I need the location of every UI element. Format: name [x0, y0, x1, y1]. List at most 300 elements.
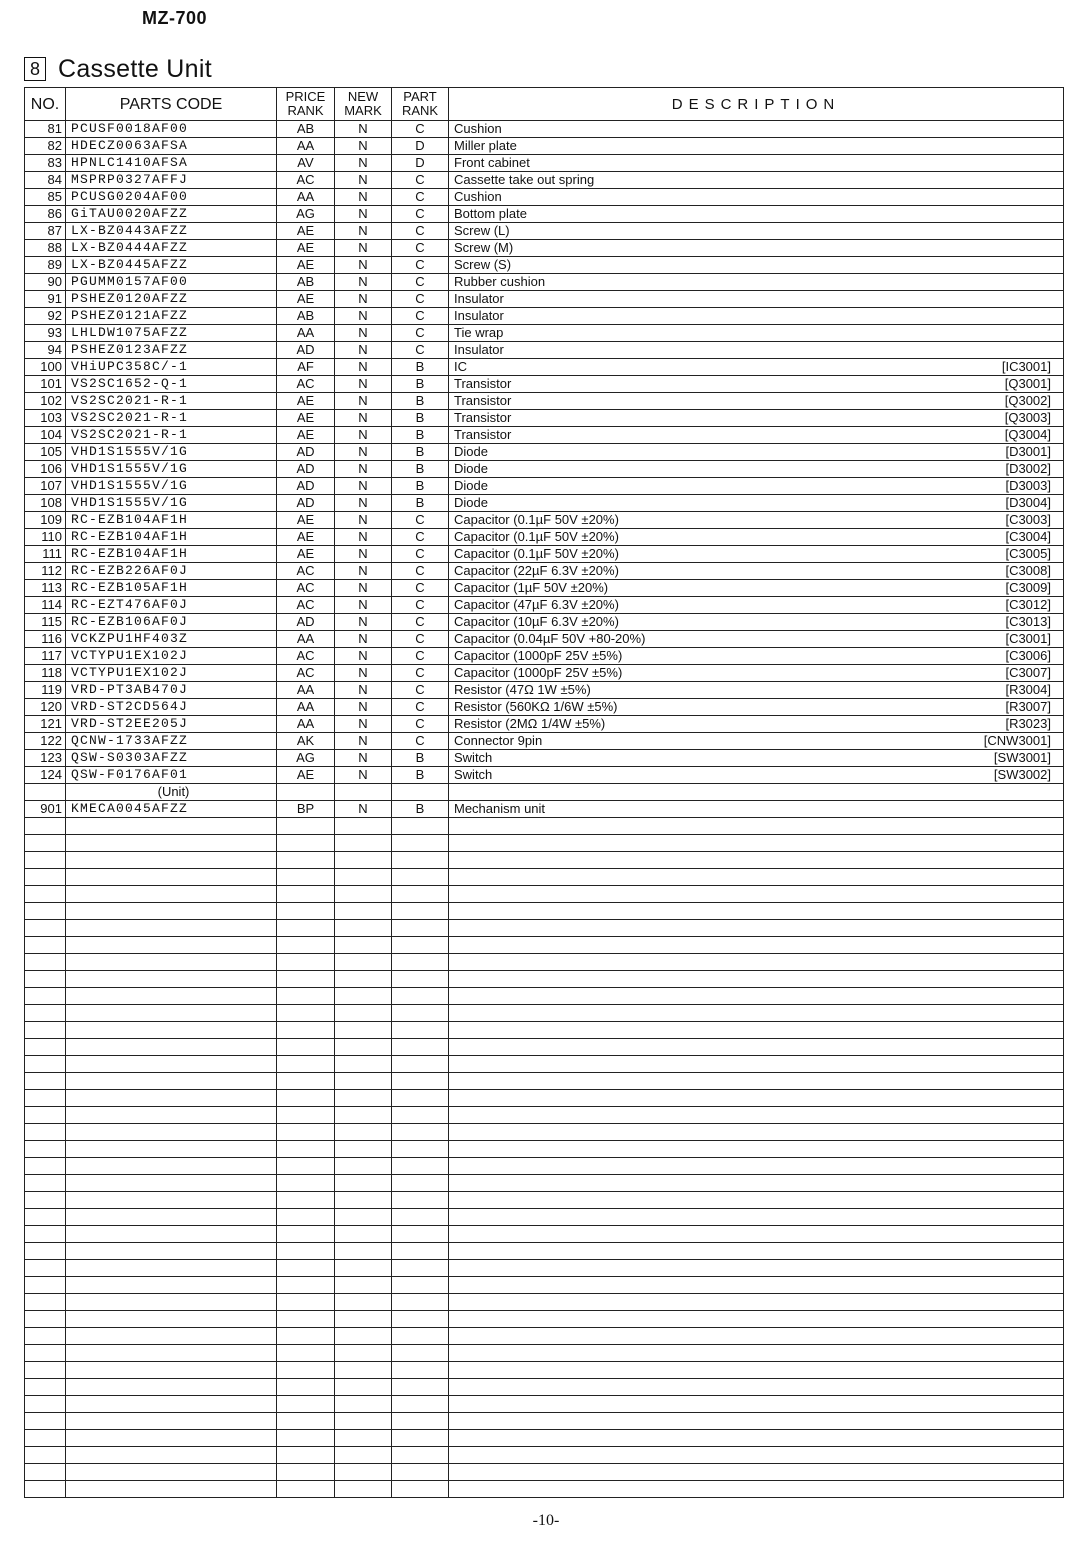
- reference-designator: [IC3001]: [1001, 359, 1051, 374]
- price-rank: AA: [277, 716, 335, 733]
- empty-cell: [449, 1022, 1064, 1039]
- part-rank: D: [392, 138, 449, 155]
- empty-cell: [392, 1158, 449, 1175]
- empty-cell: [277, 1294, 335, 1311]
- empty-cell: [335, 1107, 392, 1124]
- part-rank: C: [392, 325, 449, 342]
- empty-row: [25, 937, 1064, 954]
- table-row: [25, 682, 1064, 699]
- description-text: Front cabinet: [454, 155, 530, 170]
- parts-code: MSPRP0327AFFJ: [66, 172, 277, 189]
- description: [449, 121, 1064, 138]
- empty-row: [25, 1158, 1064, 1175]
- empty-row: [25, 1447, 1064, 1464]
- empty-cell: [449, 1073, 1064, 1090]
- part-rank: C: [392, 257, 449, 274]
- reference-designator: [C3005]: [1005, 546, 1051, 561]
- part-rank: C: [392, 614, 449, 631]
- empty-cell: [449, 1226, 1064, 1243]
- new-mark: N: [335, 444, 392, 461]
- parts-code: PGUMM0157AF00: [66, 274, 277, 291]
- empty-cell: [66, 1175, 277, 1192]
- empty-cell: [449, 852, 1064, 869]
- empty-cell: [335, 1464, 392, 1481]
- description: [449, 359, 1064, 376]
- empty-row: [25, 971, 1064, 988]
- new-mark: N: [335, 648, 392, 665]
- description: [449, 699, 1064, 716]
- description-text: Capacitor (0.1µF 50V ±20%): [454, 546, 619, 561]
- parts-code: VHD1S1555V/1G: [66, 461, 277, 478]
- description-text: Insulator: [454, 342, 504, 357]
- empty-cell: [392, 1175, 449, 1192]
- empty-cell: [66, 1056, 277, 1073]
- description-text: Capacitor (0.1µF 50V ±20%): [454, 512, 619, 527]
- empty-cell: [66, 1362, 277, 1379]
- price-rank: AC: [277, 580, 335, 597]
- part-rank: B: [392, 393, 449, 410]
- empty-cell: [66, 903, 277, 920]
- reference-designator: [C3013]: [1005, 614, 1051, 629]
- reference-designator: [C3003]: [1005, 512, 1051, 527]
- empty-cell: [66, 852, 277, 869]
- empty-cell: [449, 1413, 1064, 1430]
- part-rank: C: [392, 682, 449, 699]
- empty-cell: [66, 1158, 277, 1175]
- empty-cell: [25, 1175, 66, 1192]
- empty-cell: [449, 1447, 1064, 1464]
- row-number: 105: [25, 444, 66, 461]
- reference-designator: [R3007]: [1005, 699, 1051, 714]
- empty-cell: [25, 1413, 66, 1430]
- header-new-mark: NEW MARK: [335, 88, 392, 121]
- empty-cell: [449, 1430, 1064, 1447]
- row-number: 86: [25, 206, 66, 223]
- empty-cell: [449, 1396, 1064, 1413]
- parts-code: KMECA0045AFZZ: [66, 801, 277, 818]
- empty-cell: [392, 1345, 449, 1362]
- empty-cell: [25, 1039, 66, 1056]
- empty-cell: [25, 971, 66, 988]
- new-mark: N: [335, 240, 392, 257]
- table-row: [25, 393, 1064, 410]
- empty-row: [25, 1056, 1064, 1073]
- empty-cell: [277, 1260, 335, 1277]
- empty-cell: [66, 1464, 277, 1481]
- parts-code: GiTAU0020AFZZ: [66, 206, 277, 223]
- description-text: Cushion: [454, 121, 502, 136]
- description-text: Tie wrap: [454, 325, 504, 340]
- empty-cell: [277, 988, 335, 1005]
- empty-cell: [392, 1430, 449, 1447]
- table-row: [25, 189, 1064, 206]
- header-description: DESCRIPTION: [449, 88, 1064, 121]
- empty-cell: [335, 869, 392, 886]
- part-rank: D: [392, 155, 449, 172]
- price-rank: BP: [277, 801, 335, 818]
- description-text: Screw (L): [454, 223, 510, 238]
- table-row: [25, 801, 1064, 818]
- empty-cell: [392, 886, 449, 903]
- empty-cell: [66, 1107, 277, 1124]
- price-rank: AC: [277, 563, 335, 580]
- row-number: 124: [25, 767, 66, 784]
- description: [449, 733, 1064, 750]
- table-row: [25, 410, 1064, 427]
- empty-cell: [449, 1107, 1064, 1124]
- empty-cell: [66, 1073, 277, 1090]
- reference-designator: [D3004]: [1005, 495, 1051, 510]
- description-text: Transistor: [454, 410, 512, 425]
- description: [449, 614, 1064, 631]
- empty-cell: [25, 1396, 66, 1413]
- description: [449, 376, 1064, 393]
- empty-cell: [277, 1396, 335, 1413]
- empty-cell: [449, 1328, 1064, 1345]
- parts-code: RC-EZB104AF1H: [66, 529, 277, 546]
- row-number: 116: [25, 631, 66, 648]
- new-mark: N: [335, 138, 392, 155]
- empty-cell: [449, 1379, 1064, 1396]
- empty-row: [25, 852, 1064, 869]
- part-rank: B: [392, 444, 449, 461]
- table-row: [25, 376, 1064, 393]
- price-rank: AE: [277, 410, 335, 427]
- empty-cell: [335, 1413, 392, 1430]
- description: [449, 631, 1064, 648]
- parts-code: RC-EZB226AF0J: [66, 563, 277, 580]
- parts-code: VCTYPU1EX102J: [66, 665, 277, 682]
- description: [449, 410, 1064, 427]
- empty-cell: [392, 1413, 449, 1430]
- new-mark: N: [335, 274, 392, 291]
- part-rank: C: [392, 716, 449, 733]
- empty-cell: [449, 1311, 1064, 1328]
- new-mark: N: [335, 597, 392, 614]
- empty-cell: [25, 852, 66, 869]
- description: [449, 580, 1064, 597]
- empty-cell: [335, 1209, 392, 1226]
- part-rank: [392, 784, 449, 801]
- new-mark: N: [335, 461, 392, 478]
- section-heading: [24, 54, 212, 84]
- description: [449, 342, 1064, 359]
- part-rank: C: [392, 580, 449, 597]
- empty-cell: [277, 1362, 335, 1379]
- row-number: 901: [25, 801, 66, 818]
- table-row: [25, 257, 1064, 274]
- table-body: [25, 121, 1064, 1498]
- empty-cell: [392, 1005, 449, 1022]
- empty-cell: [335, 1277, 392, 1294]
- price-rank: AE: [277, 767, 335, 784]
- description: [449, 529, 1064, 546]
- table-row: [25, 461, 1064, 478]
- empty-row: [25, 1464, 1064, 1481]
- description-text: Capacitor (0.1µF 50V ±20%): [454, 529, 619, 544]
- reference-designator: [D3002]: [1005, 461, 1051, 476]
- empty-row: [25, 1175, 1064, 1192]
- description-text: Miller plate: [454, 138, 517, 153]
- empty-row: [25, 869, 1064, 886]
- part-rank: C: [392, 733, 449, 750]
- part-rank: B: [392, 410, 449, 427]
- description: [449, 291, 1064, 308]
- empty-cell: [277, 1090, 335, 1107]
- empty-cell: [335, 1090, 392, 1107]
- empty-cell: [66, 1209, 277, 1226]
- section-title: Cassette Unit: [58, 54, 212, 83]
- row-number: 107: [25, 478, 66, 495]
- description: [449, 750, 1064, 767]
- empty-cell: [66, 1430, 277, 1447]
- description-text: Switch: [454, 750, 493, 765]
- description-text: Capacitor (0.04µF 50V +80-20%): [454, 631, 646, 646]
- empty-cell: [25, 1141, 66, 1158]
- empty-cell: [25, 954, 66, 971]
- empty-cell: [25, 1311, 66, 1328]
- empty-cell: [277, 818, 335, 835]
- empty-cell: [277, 1192, 335, 1209]
- empty-cell: [25, 1158, 66, 1175]
- parts-code: VS2SC2021-R-1: [66, 393, 277, 410]
- new-mark: N: [335, 410, 392, 427]
- empty-cell: [392, 1260, 449, 1277]
- table-row: [25, 308, 1064, 325]
- empty-cell: [449, 835, 1064, 852]
- empty-cell: [335, 818, 392, 835]
- empty-cell: [392, 1277, 449, 1294]
- empty-cell: [66, 886, 277, 903]
- empty-cell: [277, 954, 335, 971]
- empty-cell: [335, 1447, 392, 1464]
- description-text: Insulator: [454, 308, 504, 323]
- price-rank: AG: [277, 206, 335, 223]
- description: [449, 308, 1064, 325]
- empty-cell: [25, 1056, 66, 1073]
- empty-row: [25, 1362, 1064, 1379]
- reference-designator: [CNW3001]: [983, 733, 1051, 748]
- description: [449, 172, 1064, 189]
- empty-cell: [277, 1464, 335, 1481]
- description: [449, 495, 1064, 512]
- empty-cell: [392, 1328, 449, 1345]
- price-rank: AD: [277, 495, 335, 512]
- empty-cell: [392, 1141, 449, 1158]
- parts-code: VRD-ST2CD564J: [66, 699, 277, 716]
- table-row: [25, 614, 1064, 631]
- description: [449, 274, 1064, 291]
- page-number: -10-: [532, 1512, 560, 1529]
- empty-cell: [335, 1379, 392, 1396]
- empty-row: [25, 1243, 1064, 1260]
- part-rank: B: [392, 495, 449, 512]
- empty-cell: [392, 1447, 449, 1464]
- empty-cell: [277, 1328, 335, 1345]
- part-rank: C: [392, 665, 449, 682]
- empty-cell: [66, 1311, 277, 1328]
- empty-cell: [335, 1056, 392, 1073]
- description-text: Capacitor (1000pF 25V ±5%): [454, 648, 623, 663]
- row-number: 118: [25, 665, 66, 682]
- price-rank: AG: [277, 750, 335, 767]
- empty-cell: [392, 1039, 449, 1056]
- new-mark: N: [335, 682, 392, 699]
- empty-cell: [335, 852, 392, 869]
- row-number: 104: [25, 427, 66, 444]
- new-mark: N: [335, 699, 392, 716]
- table-row: [25, 648, 1064, 665]
- empty-cell: [25, 920, 66, 937]
- part-rank: C: [392, 308, 449, 325]
- table-row: [25, 223, 1064, 240]
- empty-cell: [66, 920, 277, 937]
- price-rank: AB: [277, 274, 335, 291]
- new-mark: N: [335, 206, 392, 223]
- header-no: NO.: [25, 88, 66, 121]
- parts-code: HDECZ0063AFSA: [66, 138, 277, 155]
- description-text: Cassette take out spring: [454, 172, 595, 187]
- parts-code: VHiUPC358C/-1: [66, 359, 277, 376]
- empty-cell: [25, 1277, 66, 1294]
- empty-cell: [335, 1345, 392, 1362]
- part-rank: B: [392, 461, 449, 478]
- reference-designator: [Q3003]: [1004, 410, 1051, 425]
- description-text: Insulator: [454, 291, 504, 306]
- empty-cell: [66, 1090, 277, 1107]
- row-number: 113: [25, 580, 66, 597]
- table-row: [25, 767, 1064, 784]
- description-text: Transistor: [454, 393, 512, 408]
- empty-cell: [392, 1209, 449, 1226]
- empty-row: [25, 1209, 1064, 1226]
- reference-designator: [C3001]: [1005, 631, 1051, 646]
- empty-cell: [449, 1158, 1064, 1175]
- reference-designator: [Q3004]: [1004, 427, 1051, 442]
- price-rank: AE: [277, 223, 335, 240]
- empty-cell: [277, 1209, 335, 1226]
- row-number: 94: [25, 342, 66, 359]
- description: [449, 138, 1064, 155]
- part-rank: B: [392, 427, 449, 444]
- price-rank: AC: [277, 665, 335, 682]
- price-rank: AE: [277, 257, 335, 274]
- empty-cell: [25, 1328, 66, 1345]
- empty-cell: [392, 1481, 449, 1498]
- empty-row: [25, 835, 1064, 852]
- table-row: [25, 342, 1064, 359]
- parts-code: RC-EZT476AF0J: [66, 597, 277, 614]
- empty-cell: [66, 1005, 277, 1022]
- empty-cell: [449, 988, 1064, 1005]
- empty-cell: [66, 954, 277, 971]
- empty-cell: [25, 1294, 66, 1311]
- empty-cell: [392, 954, 449, 971]
- empty-row: [25, 1073, 1064, 1090]
- empty-cell: [335, 1328, 392, 1345]
- table-row: [25, 172, 1064, 189]
- part-rank: C: [392, 648, 449, 665]
- row-number: 93: [25, 325, 66, 342]
- row-number: 103: [25, 410, 66, 427]
- empty-cell: [66, 1022, 277, 1039]
- new-mark: N: [335, 172, 392, 189]
- empty-cell: [449, 1260, 1064, 1277]
- description-text: Capacitor (1000pF 25V ±5%): [454, 665, 623, 680]
- description: [449, 206, 1064, 223]
- new-mark: N: [335, 512, 392, 529]
- empty-row: [25, 1192, 1064, 1209]
- empty-row: [25, 1005, 1064, 1022]
- empty-cell: [277, 852, 335, 869]
- empty-cell: [335, 937, 392, 954]
- empty-cell: [335, 1260, 392, 1277]
- description: [449, 682, 1064, 699]
- empty-cell: [66, 1226, 277, 1243]
- table-row: [25, 733, 1064, 750]
- empty-cell: [25, 869, 66, 886]
- empty-cell: [277, 971, 335, 988]
- empty-cell: [449, 1481, 1064, 1498]
- empty-cell: [335, 1022, 392, 1039]
- table-row: [25, 563, 1064, 580]
- parts-code: PSHEZ0123AFZZ: [66, 342, 277, 359]
- price-rank: AA: [277, 699, 335, 716]
- empty-cell: [25, 1005, 66, 1022]
- empty-cell: [25, 1481, 66, 1498]
- row-number: 121: [25, 716, 66, 733]
- empty-cell: [25, 1243, 66, 1260]
- description: [449, 767, 1064, 784]
- empty-cell: [392, 835, 449, 852]
- reference-designator: [C3009]: [1005, 580, 1051, 595]
- empty-cell: [335, 1311, 392, 1328]
- description: [449, 665, 1064, 682]
- description-text: Capacitor (1µF 50V ±20%): [454, 580, 609, 595]
- empty-cell: [449, 937, 1064, 954]
- table-row: [25, 665, 1064, 682]
- price-rank: [277, 784, 335, 801]
- description: [449, 240, 1064, 257]
- row-number: 81: [25, 121, 66, 138]
- empty-cell: [277, 1311, 335, 1328]
- empty-cell: [449, 1175, 1064, 1192]
- row-number: 108: [25, 495, 66, 512]
- description-text: Mechanism unit: [454, 801, 546, 816]
- price-rank: AB: [277, 308, 335, 325]
- empty-row: [25, 1481, 1064, 1498]
- description: [449, 155, 1064, 172]
- empty-cell: [449, 886, 1064, 903]
- description: [449, 444, 1064, 461]
- empty-cell: [277, 1277, 335, 1294]
- parts-code: RC-EZB104AF1H: [66, 512, 277, 529]
- empty-row: [25, 1294, 1064, 1311]
- row-number: 101: [25, 376, 66, 393]
- row-number: 122: [25, 733, 66, 750]
- part-rank: B: [392, 376, 449, 393]
- empty-row: [25, 988, 1064, 1005]
- row-number: 117: [25, 648, 66, 665]
- empty-cell: [277, 835, 335, 852]
- empty-cell: [25, 886, 66, 903]
- empty-row: [25, 1107, 1064, 1124]
- part-rank: B: [392, 478, 449, 495]
- description: [449, 478, 1064, 495]
- row-number: 111: [25, 546, 66, 563]
- empty-cell: [392, 1362, 449, 1379]
- description-text: Diode: [454, 444, 488, 459]
